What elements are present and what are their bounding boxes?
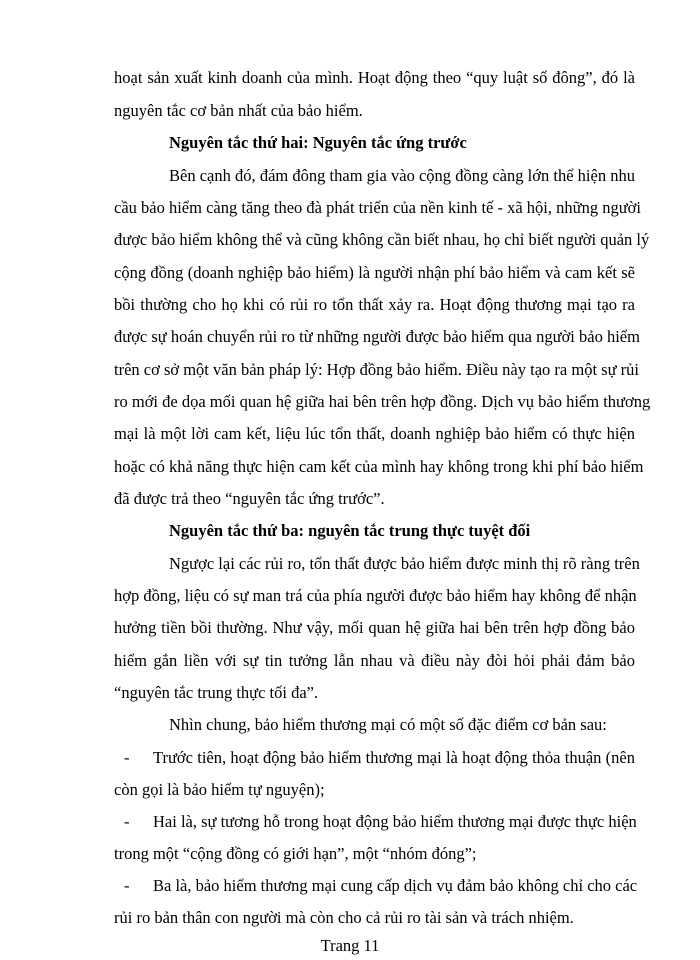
section-heading-second-principle: Nguyên tắc thứ hai: Nguyên tắc ứng trước bbox=[169, 133, 467, 152]
paragraph-line: được sự hoán chuyển rủi ro từ những người được bảo hiểm qua người bảo hiểm bbox=[114, 327, 640, 346]
paragraph-line: hưởng tiền bồi thường. Như vậy, mối quan hệ giữa hai bên trên hợp đồng bảo bbox=[114, 618, 635, 637]
bullet-dash: - bbox=[124, 748, 130, 767]
paragraph-line: đã được trả theo “nguyên tắc ứng trước”. bbox=[114, 489, 385, 508]
paragraph-line: cầu bảo hiểm càng tăng theo đà phát triển của nền kinh tế - xã hội, những người bbox=[114, 198, 641, 217]
paragraph-line: Bên cạnh đó, đám đông tham gia vào cộng đồng càng lớn thể hiện nhu bbox=[169, 166, 635, 185]
bullet-line: Ba là, bảo hiểm thương mại cung cấp dịch vụ đảm bảo không chỉ cho các bbox=[153, 876, 638, 895]
paragraph-line: cộng đồng (doanh nghiệp bảo hiểm) là người nhận phí bảo hiểm và cam kết sẽ bbox=[114, 263, 635, 282]
paragraph-line: được bảo hiểm không thể và cũng không cần biết nhau, họ chỉ biết người quản lý bbox=[114, 230, 650, 249]
paragraph-line: nguyên tắc cơ bản nhất của bảo hiểm. bbox=[114, 101, 363, 120]
page-number: Trang 11 bbox=[320, 936, 380, 955]
bullet-line: rủi ro bản thân con người mà còn cho cả rủi ro tài sản và trách nhiệm. bbox=[114, 908, 574, 927]
paragraph-line: trên cơ sở một văn bản pháp lý: Hợp đồng bảo hiểm. Điều này tạo ra một sự rủi bbox=[114, 360, 639, 379]
paragraph-line: hợp đồng, liệu có sự man trá của phía người được bảo hiểm hay không để nhận bbox=[114, 586, 637, 605]
paragraph-line: bồi thường cho họ khi có rủi ro tổn thất xảy ra. Hoạt động thương mại tạo ra bbox=[114, 295, 635, 314]
bullet-line: trong một “cộng đồng có giới hạn”, một “nhóm đóng”; bbox=[114, 844, 477, 863]
section-heading-third-principle: Nguyên tắc thứ ba: nguyên tắc trung thực tuyệt đối bbox=[169, 521, 531, 540]
paragraph-line: hoặc có khả năng thực hiện cam kết của mình hay không trong khi phí bảo hiểm bbox=[114, 457, 644, 476]
paragraph-line: “nguyên tắc trung thực tối đa”. bbox=[114, 683, 319, 702]
bullet-line: còn gọi là bảo hiểm tự nguyện); bbox=[114, 780, 325, 799]
paragraph-line: Ngược lại các rủi ro, tổn thất được bảo hiểm được minh thị rõ ràng trên bbox=[169, 554, 640, 573]
paragraph-line: hoạt sản xuất kinh doanh của mình. Hoạt động theo “quy luật số đông”, đó là bbox=[114, 68, 635, 87]
summary-paragraph: Nhìn chung, bảo hiểm thương mại có một số đặc điểm cơ bản sau: bbox=[169, 715, 607, 734]
bullet-line: Trước tiên, hoạt động bảo hiểm thương mại là hoạt động thỏa thuận (nên bbox=[153, 748, 635, 767]
bullet-line: Hai là, sự tương hỗ trong hoạt động bảo hiểm thương mại được thực hiện bbox=[153, 812, 637, 831]
paragraph-line: mại là một lời cam kết, liệu lúc tổn thất, doanh nghiệp bảo hiểm có thực hiện bbox=[114, 424, 635, 443]
paragraph-line: ro mới đe dọa mối quan hệ giữa hai bên trên hợp đồng. Dịch vụ bảo hiểm thương bbox=[114, 392, 651, 411]
bullet-dash: - bbox=[124, 876, 130, 895]
bullet-dash: - bbox=[124, 812, 130, 831]
paragraph-line: hiểm gắn liền với sự tin tưởng lẫn nhau và điều này đòi hỏi phải đảm bảo bbox=[114, 651, 635, 670]
